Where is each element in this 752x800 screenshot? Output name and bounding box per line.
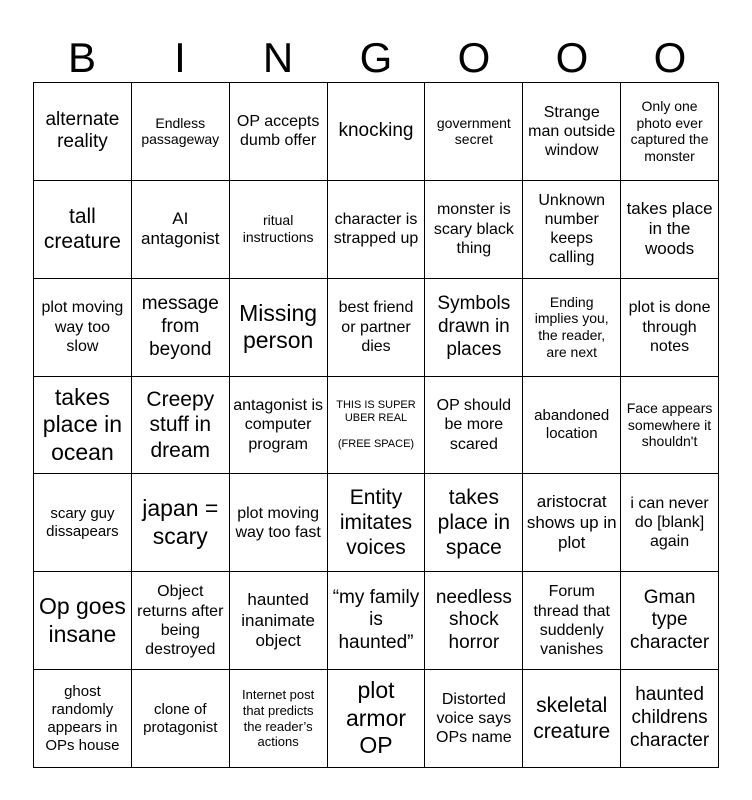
bingo-cell[interactable] (132, 279, 230, 377)
bingo-cell[interactable] (230, 83, 328, 181)
cell-text: haunted childrens character (629, 684, 710, 751)
cell-text: Creepy stuff in dream (146, 388, 215, 462)
cell-text: japan = scary (142, 495, 219, 549)
bingo-cell[interactable] (328, 279, 426, 377)
cell-text: alternate reality (45, 108, 120, 153)
cell-text: OP accepts dumb offer (236, 113, 320, 150)
bingo-cell[interactable] (621, 181, 719, 279)
cell-text: clone of protagonist (143, 700, 218, 736)
cell-text: takes place in space (437, 486, 511, 560)
bingo-cell[interactable] (523, 377, 621, 475)
cell-text: abandoned location (534, 406, 610, 442)
bingo-cell[interactable] (328, 670, 426, 768)
cell-text: Unknown number keeps calling (538, 191, 606, 267)
bingo-cell[interactable] (230, 279, 328, 377)
bingo-cell[interactable] (621, 377, 719, 475)
header-letter-n: N (262, 34, 294, 81)
bingo-cell[interactable] (425, 83, 523, 181)
bingo-cell[interactable] (34, 474, 132, 572)
bingo-cell[interactable] (132, 181, 230, 279)
cell-text: plot moving way too slow (41, 299, 124, 355)
cell-text: skeletal creature (533, 694, 611, 743)
cell-text: “my family is haunted” (332, 586, 420, 654)
bingo-cell[interactable] (621, 279, 719, 377)
cell-text: Entity imitates voices (339, 486, 413, 560)
bingo-header (33, 34, 719, 82)
cell-text: scary guy dissapears (46, 504, 119, 540)
header-letter-i: I (174, 34, 186, 81)
header-letter-o-2: O (555, 34, 589, 81)
bingo-cell[interactable] (523, 474, 621, 572)
cell-text: Object returns after being destroyed (137, 583, 224, 658)
bingo-cell[interactable] (523, 83, 621, 181)
free-space-text: THIS IS SUPER UBER REAL (FREE SPACE) (336, 398, 416, 451)
bingo-cell[interactable] (621, 670, 719, 768)
cell-text: i can never do [blank] again (630, 495, 709, 551)
cell-text: Ending implies you, the reader, are next (534, 293, 609, 360)
bingo-cell[interactable] (425, 572, 523, 670)
bingo-cell[interactable] (621, 572, 719, 670)
bingo-grid (33, 82, 719, 768)
cell-text: Op goes insane (38, 593, 126, 647)
cell-text: knocking (338, 120, 414, 142)
cell-text: monster is scary black thing (433, 201, 514, 257)
header-letter-o-3: O (653, 34, 687, 81)
bingo-cell[interactable] (34, 377, 132, 475)
cell-text: plot moving way too fast (235, 504, 321, 541)
cell-text: takes place in the woods (626, 198, 713, 259)
bingo-cell[interactable] (34, 572, 132, 670)
cell-text: tall creature (43, 205, 121, 254)
cell-text: Strange man outside window (528, 103, 616, 160)
free-space-cell[interactable] (328, 377, 426, 475)
bingo-cell[interactable] (523, 670, 621, 768)
bingo-cell[interactable] (132, 83, 230, 181)
bingo-cell[interactable] (425, 181, 523, 279)
bingo-cell[interactable] (328, 181, 426, 279)
bingo-cell[interactable] (132, 377, 230, 475)
cell-text: ritual instructions (242, 212, 314, 246)
header-letter-g: G (359, 34, 393, 81)
bingo-cell[interactable] (425, 474, 523, 572)
cell-text: Distorted voice says OPs name (436, 690, 512, 747)
cell-text: Symbols drawn in places (437, 292, 511, 360)
cell-text: needless shock horror (435, 586, 512, 654)
bingo-cell[interactable] (230, 572, 328, 670)
bingo-cell[interactable] (523, 181, 621, 279)
bingo-cell[interactable] (425, 377, 523, 475)
bingo-cell[interactable] (132, 572, 230, 670)
cell-text: Gman type character (629, 586, 710, 654)
cell-text: best friend or partner dies (338, 299, 414, 355)
cell-text: Internet post that predicts the reader’s actions (241, 687, 315, 750)
cell-text: message from beyond (141, 292, 219, 360)
bingo-cell[interactable] (523, 279, 621, 377)
bingo-cell[interactable] (34, 670, 132, 768)
header-letter-o-1: O (457, 34, 491, 81)
bingo-cell[interactable] (132, 670, 230, 768)
bingo-cell[interactable] (230, 181, 328, 279)
bingo-cell[interactable] (328, 83, 426, 181)
cell-text: Face appears somewhere it shouldn't (626, 399, 713, 450)
cell-text: Missing person (239, 299, 318, 354)
cell-text: antagonist is computer program (233, 397, 324, 453)
bingo-cell[interactable] (621, 83, 719, 181)
bingo-cell[interactable] (132, 474, 230, 572)
cell-text: takes place in ocean (42, 383, 123, 465)
cell-text: Forum thread that suddenly vanishes (533, 583, 610, 658)
bingo-cell[interactable] (230, 377, 328, 475)
cell-text: Only one photo ever captured the monster (630, 97, 709, 165)
bingo-cell[interactable] (230, 670, 328, 768)
bingo-cell[interactable] (328, 474, 426, 572)
cell-text: Endless passageway (141, 114, 220, 148)
bingo-cell[interactable] (230, 474, 328, 572)
bingo-cell[interactable] (425, 670, 523, 768)
cell-text: plot is done through notes (628, 299, 711, 355)
cell-text: ghost randomly appears in OPs house (45, 682, 120, 754)
bingo-cell[interactable] (523, 572, 621, 670)
header-letter-b: B (67, 34, 96, 81)
cell-text: character is strapped up (333, 211, 419, 248)
bingo-cell[interactable] (621, 474, 719, 572)
bingo-cell[interactable] (34, 181, 132, 279)
cell-text: government secret (436, 114, 511, 148)
cell-text: haunted inanimate object (241, 590, 315, 650)
cell-text: OP should be more scared (436, 397, 512, 453)
cell-text: aristocrat shows up in plot (526, 492, 617, 553)
bingo-cell[interactable] (328, 572, 426, 670)
bingo-cell[interactable] (34, 279, 132, 377)
bingo-cell[interactable] (34, 83, 132, 181)
cell-text: AI antagonist (141, 208, 220, 249)
cell-text: plot armor OP (345, 677, 407, 759)
bingo-cell[interactable] (425, 279, 523, 377)
